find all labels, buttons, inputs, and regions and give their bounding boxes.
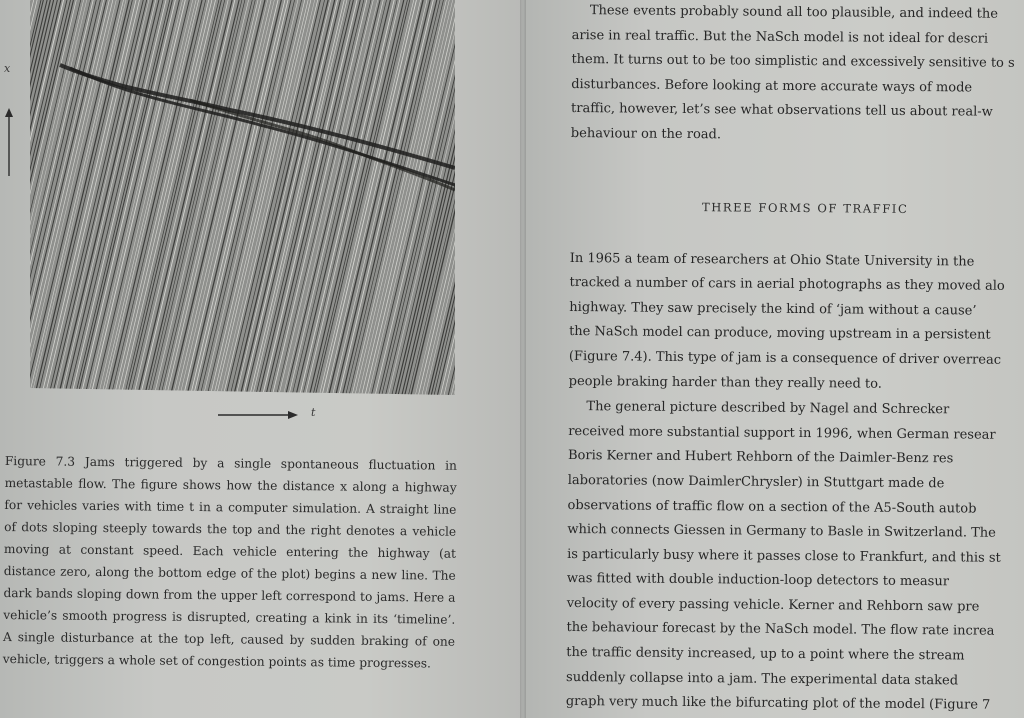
text-line: the traffic density increased, up to a point where the stream [566, 645, 965, 664]
paragraph-2 [569, 247, 1024, 399]
text-line: disturbances. Before looking at more accurate ways of mode [571, 76, 973, 96]
text-line: received more substantial support in 1996, when German resear [568, 423, 996, 443]
right-page-text [566, 0, 1024, 718]
text-line: the behaviour forecast by the NaSch model. The flow rate increa [566, 620, 995, 640]
text-line: behaviour on the road. [570, 125, 722, 143]
text-line: the NaSch model can produce, moving upstream in a persistent [569, 324, 991, 344]
text-line: graph very much like the bifurcating plot of the model (Figure 7 [565, 694, 991, 713]
text-line: was fitted with double induction-loop detectors to measur [566, 571, 950, 590]
text-line: arise in real traffic. But the NaSch model is not ideal for descri [571, 27, 989, 47]
text-line: (Figure 7.4). This type of jam is a consequence of driver overreac [568, 348, 1002, 368]
book-gutter [520, 0, 526, 718]
right-arrow-icon [218, 408, 298, 422]
t-axis-label: t [311, 406, 316, 419]
text-line: The general picture described by Nagel and Schrecker [586, 399, 950, 418]
text-line: people braking harder than they really need to. [568, 373, 882, 392]
paragraph-1 [571, 0, 1024, 151]
text-line: highway. They saw precisely the kind of ‘jam without a cause’ [569, 299, 977, 319]
text-line: them. It turns out to be too simplistic and excessively sensitive to s [571, 52, 1015, 72]
up-arrow-icon [2, 108, 16, 178]
text-line: is particularly busy where it passes close to Frankfurt, and this st [567, 546, 1001, 566]
x-axis-label: x [4, 62, 11, 75]
right-page [522, 0, 1024, 718]
text-line: tracked a number of cars in aerial photographs as they moved alo [569, 275, 1005, 294]
traffic-simulation-plot [30, 0, 455, 398]
text-line: traffic, however, let’s see what observations tell us about real-w [570, 101, 993, 121]
text-line: Boris Kerner and Hubert Rehborn of the Daimler-Benz res [567, 448, 954, 467]
paragraph-3 [566, 395, 1024, 718]
caption-text: Figure 7.3 Jams triggered by a single spontaneous fluctuation in metastable flow. The figure shows how the distance x along a highway for vehicles varies with time t in a computer simulation. A straight line of dots sloping steeply towards the top and the right denotes a vehicle moving at constant speed. Each vehicle entering the highway (at distance zero, along the bottom edge of the plot) begins a new line. The dark bands sloping down from the upper left correspond to jams. Here a vehicle’s smooth progress is disrupted, creating a kink in its ‘timeline’. A single disturbance at the top left, caused by sudden braking of one vehicle, triggers a whole set of congestion points as time progresses. [2, 453, 457, 671]
text-line: laboratories (now DaimlerChrysler) in Stuttgart made de [567, 472, 945, 492]
section-heading: THREE FORMS OF TRAFFIC [701, 199, 909, 216]
text-line: observations of traffic flow on a section of the A5-South autob [567, 497, 977, 517]
figure-caption [3, 450, 457, 675]
text-line: velocity of every passing vehicle. Kerner and Rehborn saw pre [566, 595, 980, 615]
text-line: These events probably sound all too plausible, and indeed the [589, 3, 999, 22]
text-line: which connects Giessen in Germany to Basle in Switzerland. The [567, 522, 996, 541]
text-line: In 1965 a team of researchers at Ohio State University in the [569, 250, 975, 270]
text-line: suddenly collapse into a jam. The experimental data staked [566, 669, 959, 689]
